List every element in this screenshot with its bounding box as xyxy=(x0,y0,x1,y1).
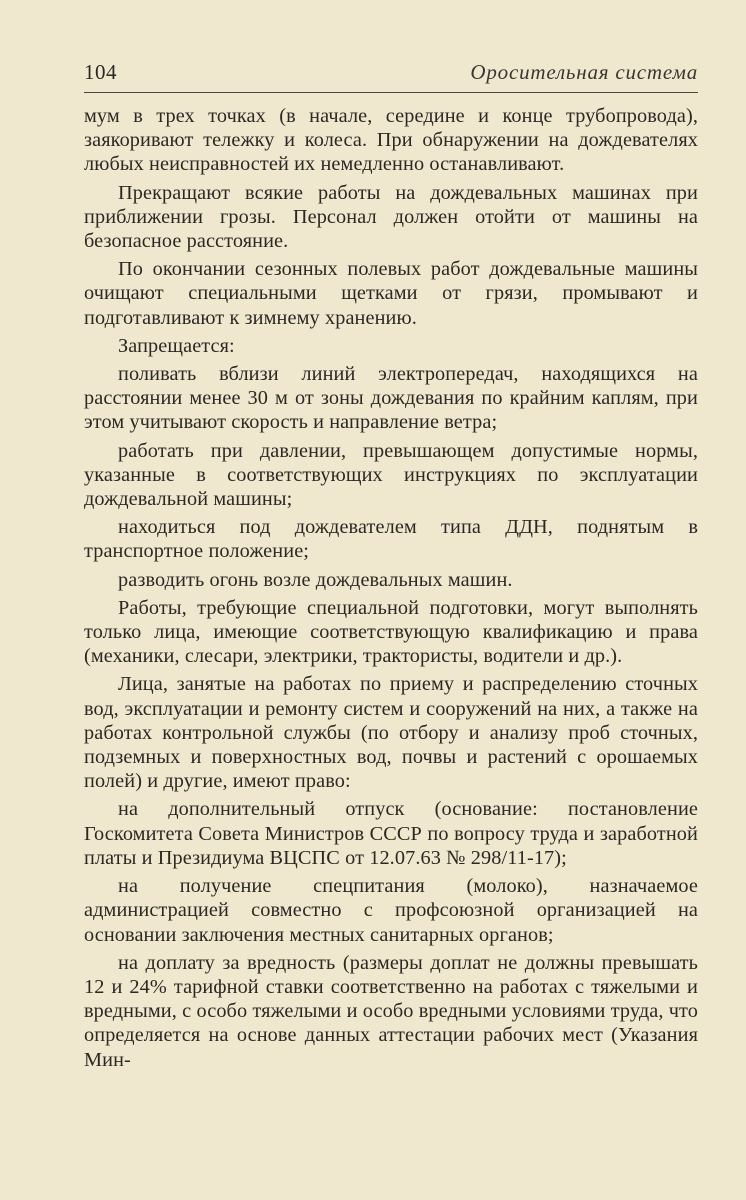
paragraph-heading: Запрещается: xyxy=(118,334,235,357)
paragraph: Работы, требующие специальной подготовки, могут выполнять только лица, имеющие соответствующую квалификацию и права (механики, слесари, электрики, трактористы, водители и др.). xyxy=(84,596,698,668)
page-body xyxy=(84,104,698,1072)
running-title: Оросительная система xyxy=(470,60,698,84)
page-number: 104 xyxy=(84,60,117,84)
list-item: на дополнительный отпуск (основание: постановление Госкомитета Совета Министров СССР по вопросу труда и заработной платы и Президиума ВЦСПС от 12.07.63 № 298/11-17); xyxy=(84,798,698,869)
paragraph: По окончании сезонных полевых работ дождевальные машины очищают специальными щетками от грязи, промывают и подготавливают к зимнему хранению. xyxy=(84,258,698,329)
paragraph-continued: мум в трех точках (в начале, середине и конце трубопровода), заякоривают тележку и колеса. При обнаружении на дождевателях любых неисправностей их немедленно останавливают. xyxy=(84,105,698,176)
list-item: на доплату за вредность (размеры доплат не должны превышать 12 и 24% тарифной ставки соответственно на работах с тяжелыми и вредными, с особо тяжелыми и особо вредными условиями труда, что определяется на основе данных аттестации рабочих мест (Указания Мин- xyxy=(84,951,698,1071)
list-item: находиться под дождевателем типа ДДН, поднятым в транспортное положение; xyxy=(84,516,698,563)
list-item: работать при давлении, превышающем допустимые нормы, указанные в соответствующих инструкциях по эксплуатации дождевальной машины; xyxy=(84,439,698,511)
paragraph: Прекращают всякие работы на дождевальных машинах при приближении грозы. Персонал должен отойти от машины на безопасное расстояние. xyxy=(84,181,698,253)
list-item: разводить огонь возле дождевальных машин. xyxy=(118,568,513,591)
list-item: поливать вблизи линий электропередач, находящихся на расстоянии менее 30 м от зоны дождевания по крайним каплям, при этом учитывают скорость и направление ветра; xyxy=(84,363,698,434)
list-item: на получение спецпитания (молоко), назначаемое администрацией совместно с профсоюзной организацией на основании заключения местных санитарных органов; xyxy=(84,875,698,946)
paragraph: Лица, занятые на работах по приему и распределению сточных вод, эксплуатации и ремонту систем и сооружений на них, а также на работах контрольной службы (по отбору и анализу проб сточных, подземных и поверхностных вод, почвы и растений с орошаемых полей) и другие, имеют право: xyxy=(84,673,698,793)
header-rule xyxy=(84,92,698,93)
page-header xyxy=(84,57,698,89)
